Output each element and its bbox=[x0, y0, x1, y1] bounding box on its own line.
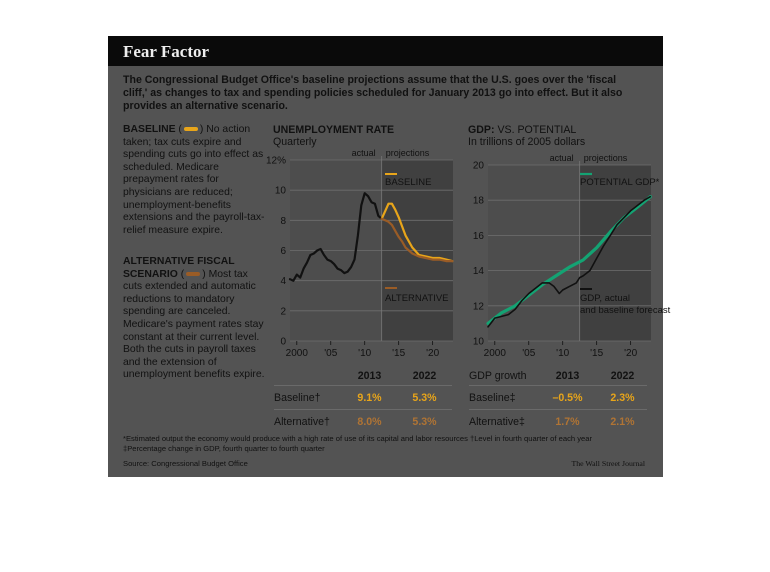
alternative-2013-value: 8.0% bbox=[342, 410, 397, 434]
x-tick-label: 2000 bbox=[483, 348, 506, 359]
x-tick-label: '20 bbox=[624, 348, 638, 359]
footnote-line-1: *Estimated output the economy would produce with a high rate of use of its capital and labor resources †Level in fourth quarter of each year bbox=[123, 434, 592, 443]
footnotes bbox=[123, 434, 653, 454]
y-tick-label: 12 bbox=[472, 301, 484, 313]
unemployment-subtitle: Quarterly bbox=[273, 136, 317, 148]
y-tick-label: 18 bbox=[472, 195, 484, 207]
gdp-alternative-2013-value: 1.7% bbox=[537, 410, 598, 434]
actual-label: actual bbox=[351, 148, 376, 158]
x-tick-label: 2000 bbox=[285, 348, 308, 359]
alternative-text: Most tax cuts extended and automatic reductions to mandatory spending are canceled. Medicare's payment rates stay constant at their current level. Both the cuts in payroll taxes and the extension of unemployment benefits expire. bbox=[123, 268, 265, 381]
baseline-description: BASELINE ( ) No action taken; tax cuts expire and spending cuts go into effect as scheduled. Medicare prepayment rates for physicians are reduced; unemployment-benefits extensions and the payroll-tax-relief measure expire. bbox=[123, 124, 265, 236]
source-note: Source: Congressional Budget Office bbox=[123, 459, 248, 468]
y-tick-label: 20 bbox=[472, 160, 484, 172]
table-header-row bbox=[469, 367, 647, 386]
projections-label: projections bbox=[583, 153, 628, 163]
x-tick-label: '10 bbox=[556, 348, 570, 359]
gdp-growth-label: GDP growth bbox=[469, 370, 527, 382]
y-tick-label: 0 bbox=[280, 336, 286, 348]
y-tick-label: 4 bbox=[280, 276, 286, 288]
x-tick-label: '20 bbox=[426, 348, 440, 359]
y-tick-label: 6 bbox=[280, 246, 286, 257]
baseline-text: No action taken; tax cuts expire and spending cuts go into effect as scheduled. Medicare prepayment rates for physicians are reduced; unemployment-benefits extensions and the payroll-tax-relief measure expire. bbox=[123, 124, 265, 236]
x-tick-label: '05 bbox=[324, 348, 338, 359]
alternative-2022-value: 5.3% bbox=[397, 410, 452, 434]
graphic-title: Fear Factor bbox=[123, 42, 210, 61]
footnote-line-2: ‡Percentage change in GDP, fourth quarter to fourth quarter bbox=[123, 444, 325, 453]
y-tick-label: 10 bbox=[274, 185, 286, 197]
table-col-2022: 2022 bbox=[610, 370, 635, 382]
baseline-heading: BASELINE bbox=[123, 124, 176, 135]
gdp-baseline-2022-value: 2.3% bbox=[598, 386, 647, 410]
table-header-row bbox=[274, 367, 452, 386]
infographic bbox=[108, 36, 671, 477]
gdp-alternative-2022-value: 2.1% bbox=[598, 410, 647, 434]
gdp-callout-line: and baseline forecast bbox=[580, 305, 671, 316]
table-row bbox=[274, 410, 452, 434]
intro-text: The Congressional Budget Office's baseline projections assume that the U.S. goes over the 'fiscal cliff,' as changes to tax and spending policies scheduled for January 2013 go into effect. But it also provides an alternative scenario. bbox=[123, 74, 623, 112]
table-row bbox=[469, 410, 647, 434]
baseline-2022-value: 5.3% bbox=[397, 386, 452, 410]
table-row bbox=[469, 386, 647, 410]
unemployment-title: UNEMPLOYMENT RATE bbox=[273, 124, 395, 136]
y-tick-label: 8 bbox=[280, 215, 286, 227]
baseline-callout: BASELINE bbox=[385, 177, 432, 188]
unemployment-stats-table bbox=[274, 367, 452, 433]
y-tick-label: 2 bbox=[280, 306, 286, 318]
table-col-2022: 2022 bbox=[412, 370, 437, 382]
gdp-baseline-2013-value: –0.5% bbox=[537, 386, 598, 410]
gdp-title-bold: GDP: bbox=[468, 124, 495, 136]
alternative-description: ALTERNATIVE FISCAL SCENARIO ( ) Most tax cuts extended and automatic reductions to mandatory spending are canceled. Medicare's payment rates stay constant at their current level. Both the cuts in payroll taxes and the extension of unemployment benefits expire. bbox=[123, 256, 265, 381]
alternative-heading: ALTERNATIVE FISCAL SCENARIO bbox=[123, 256, 235, 280]
y-tick-label: 10 bbox=[472, 336, 484, 348]
gdp-growth-table bbox=[469, 367, 647, 433]
baseline-2013-value: 9.1% bbox=[342, 386, 397, 410]
y-tick-label: 12% bbox=[265, 155, 286, 167]
x-tick-label: '15 bbox=[392, 348, 406, 359]
gdp-subtitle: In trillions of 2005 dollars bbox=[468, 136, 586, 148]
publication-credit: The Wall Street Journal bbox=[571, 459, 645, 468]
table-row bbox=[274, 386, 452, 410]
x-tick-label: '05 bbox=[522, 348, 536, 359]
x-tick-label: '15 bbox=[590, 348, 604, 359]
table-col-2013: 2013 bbox=[357, 370, 382, 382]
gdp-title: VS. POTENTIAL bbox=[497, 124, 577, 136]
potential-gdp-callout: POTENTIAL GDP* bbox=[580, 177, 660, 188]
x-tick-label: '10 bbox=[358, 348, 372, 359]
gdp-actual-callout bbox=[580, 293, 671, 316]
projections-label: projections bbox=[385, 148, 430, 158]
y-tick-label: 16 bbox=[472, 230, 484, 242]
table-col-2013: 2013 bbox=[555, 370, 580, 382]
row-label-alternative: Alternative‡ bbox=[469, 410, 537, 434]
row-label-alternative: Alternative† bbox=[274, 410, 342, 434]
row-label-baseline: Baseline‡ bbox=[469, 386, 537, 410]
gdp-callout-line: GDP, actual bbox=[580, 293, 630, 304]
row-label-baseline: Baseline† bbox=[274, 386, 342, 410]
y-tick-label: 14 bbox=[472, 266, 484, 278]
actual-label: actual bbox=[549, 153, 574, 163]
alternative-callout: ALTERNATIVE bbox=[385, 293, 449, 304]
